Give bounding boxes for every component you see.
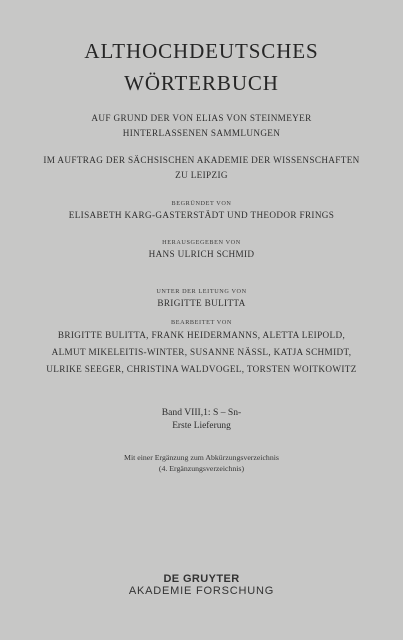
revisers-line-3: ULRIKE SEEGER, CHRISTINA WALDVOGEL, TORSTEN WOITKOWITZ xyxy=(46,364,357,374)
revisers-line-1: BRIGITTE BULITTA, FRANK HEIDERMANNS, ALETTA LEIPOLD, xyxy=(57,330,346,340)
revisers-line-2: ALMUT MIKELEITIS-WINTER, SUSANNE NÄSSL, KATJA SCHMIDT, xyxy=(51,347,352,357)
edited-label: HERAUSGEGEBEN VON xyxy=(162,239,241,246)
basis-line-2: HINTERLASSENEN SAMMLUNGEN xyxy=(122,128,281,138)
revised-label: BEARBEITET VON xyxy=(171,319,232,326)
founders: ELISABETH KARG-GASTERSTÄDT UND THEODOR FRINGS xyxy=(68,210,335,220)
publisher-name: DE GRUYTER xyxy=(163,573,240,585)
supplement-line-1: Mit einer Ergänzung zum Abkürzungsverzeichnis xyxy=(124,453,279,462)
director: BRIGITTE BULITTA xyxy=(157,298,246,308)
delivery: Erste Lieferung xyxy=(172,421,231,431)
basis-line-1: AUF GRUND DER VON ELIAS VON STEINMEYER xyxy=(91,113,312,123)
volume-number: Band VIII,1: xyxy=(161,407,211,418)
publisher-series: AKADEMIE FORSCHUNG xyxy=(128,585,275,597)
commission-line-1: IM AUFTRAG DER SÄCHSISCHEN AKADEMIE DER WISSENSCHAFTEN xyxy=(43,155,360,165)
founded-label: BEGRÜNDET VON xyxy=(171,200,232,207)
volume-range: S – Sn- xyxy=(213,407,242,418)
editor: HANS ULRICH SCHMID xyxy=(148,249,255,259)
volume-line xyxy=(0,406,403,419)
title-line-2: WÖRTERBUCH xyxy=(124,71,279,95)
direction-label: UNTER DER LEITUNG VON xyxy=(156,288,247,295)
supplement-line-2: (4. Ergänzungsverzeichnis) xyxy=(158,464,245,473)
commission-line-2: ZU LEIPZIG xyxy=(175,170,228,180)
title-line-1: ALTHOCHDEUTSCHES xyxy=(84,39,319,63)
